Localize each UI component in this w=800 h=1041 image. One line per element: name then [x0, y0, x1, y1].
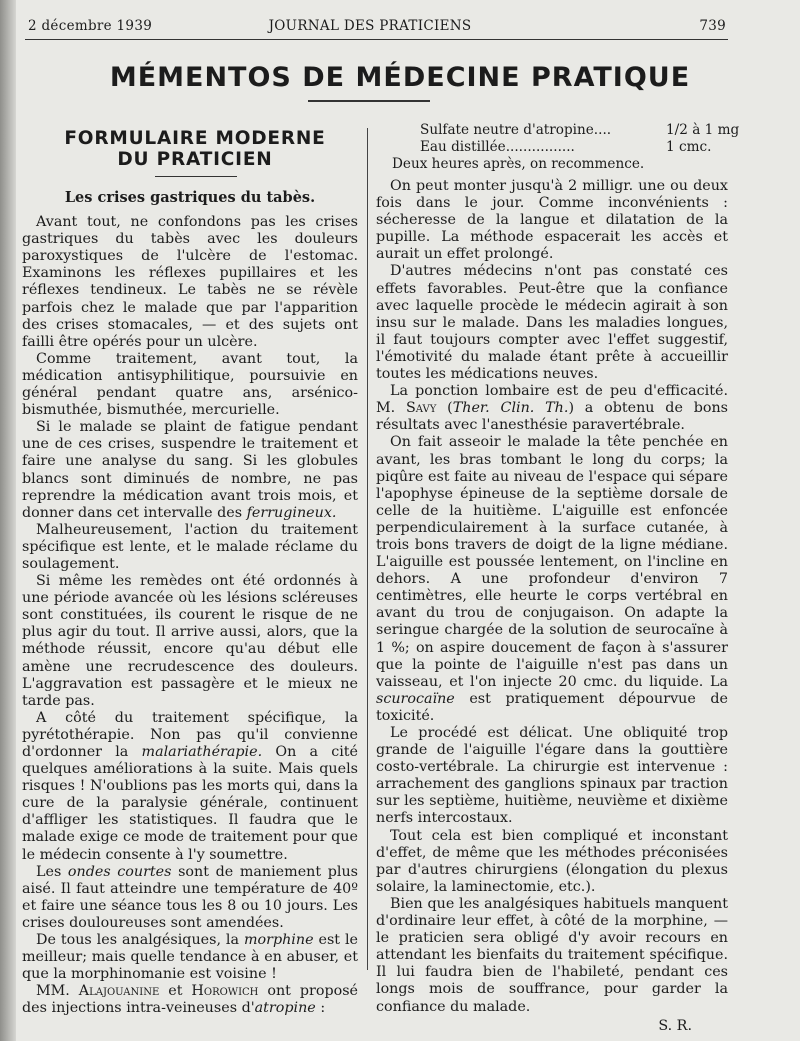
paragraph: On peut monter jusqu'à 2 milligr. une ou deux fois dans le jour. Comme inconvénients : sécheresse de la langue et dilatation de la pupille. La méthode espacerait les accès et aurait un effet prolongé. — [376, 178, 728, 263]
prescription-item: Sulfate neutre d'atropine.... — [420, 122, 612, 138]
paragraph: A côté du traitement spécifique, la pyrétothérapie. Non pas qu'il convienne d'ordonner la malariathérapie. On a cité quelques améliorations à la suite. Mais quels risques ! N'oublions pas les morts qui, dans la cure de la paralysie générale, continuent d'affliger les statistiques. Il faudra que le malade exige ce mode de traitement pour que le médecin consente à l'y soumettre. — [22, 709, 359, 863]
paragraph: Avant tout, ne confondons pas les crises gastriques du tabès avec les douleurs paroxystiques de l'ulcère de l'estomac. Examinons les réflexes pupillaires et les réflexes tendineux. Le tabès ne se révèle parfois chez le malade que par l'apparition des crises stomacales, — et des sujets ont failli être opérés pour un ulcère. — [22, 214, 358, 350]
author-name: Alajouanine — [78, 983, 160, 1000]
article-title-rule — [155, 176, 237, 177]
article-title-line-2: DU PRATICIEN — [117, 149, 273, 170]
italic-term: scurocaïne — [376, 690, 455, 707]
paragraph: Les ondes courtes sont de maniement plus aisé. Il faut atteindre une température de 40º et faire une séance tous les 8 ou 10 jours. Les crises douloureuses sont amendées. — [22, 863, 358, 931]
left-column — [22, 128, 358, 1018]
article-title-line-1: FORMULAIRE MODERNE — [64, 128, 326, 149]
author-name: Horowich — [191, 983, 259, 1000]
paragraph: La ponction lombaire est de peu d'efficacité. M. Savy (Ther. Clin. Th.) a obtenu de bons résultats avec l'anesthésie paravertébrale. — [376, 383, 729, 434]
prescription-item: Eau distillée................ — [420, 139, 575, 155]
header-journal-title: JOURNAL DES PRATICIENS — [268, 18, 472, 34]
paragraph: Le procédé est délicat. Une obliquité trop grande de l'aiguille l'égare dans la gouttière costo-vertébrale. La chirurgie est intervenue : arrachement des ganglions spinaux par traction sur les septième, huitième, neuvième et dixième nerfs intercostaux. — [376, 725, 728, 827]
article-title — [32, 128, 358, 170]
prescription-dose: 1 cmc. — [666, 139, 712, 155]
header-date: 2 décembre 1939 — [28, 18, 153, 34]
paragraph: De tous les analgésiques, la morphine est le meilleur; mais quelle tendance à en abuser, et que la morphinomanie est voisine ! — [22, 932, 358, 983]
signature: S. R. — [658, 1017, 692, 1034]
paragraph: Si même les remèdes ont été ordonnés à une période avancée où les lésions scléreuses sont constituées, ils courent le risque de ne plus agir du tout. Il arrive aussi, alors, que la méthode réussit, encore qu'au début elle amène une recrudescence des douleurs. L'aggravation est passagère et le mieux ne tarde pas. — [22, 573, 358, 709]
prescription-dose: 1/2 à 1 mg — [666, 122, 740, 138]
paragraph: Malheureusement, l'action du traitement spécifique est lente, et le malade réclame du soulagement. — [22, 521, 358, 572]
paragraph: Tout cela est bien compliqué et inconstant d'effet, de même que les méthodes préconisées par d'autres chirurgiens (élongation du plexus solaire, la laminectomie, etc.). — [376, 827, 728, 895]
paragraph: D'autres médecins n'ont pas constaté ces effets favorables. Peut-être que la confiance avec laquelle procède le médecin agirait à son insu sur le malade. Dans les maladies longues, il faut toujours compter avec l'effet suggestif, l'émotivité du malade étant prête à accueillir toutes les médications neuves. — [376, 263, 728, 383]
right-column — [376, 122, 740, 1035]
column-divider — [367, 128, 368, 970]
paragraph: On fait asseoir le malade la tête penchée en avant, les bras tombant le long du corps; la piqûre est faite au niveau de l'espace qui sépare l'apophyse épineuse de la septième dorsale de celle de la huitième. L'aiguille est enfoncée perpendiculairement à la surface cutanée, à trois bons travers de doigt de la ligne médiane. L'aiguille est poussée lentement, on l'incline en dehors. A une profondeur d'environ 7 centimètres, elle heurte le corps vertébral en avant du trou de conjugaison. On adapte la seringue chargée de la solution de seurocaïne à 1 %; on aspire doucement de façon à s'assurer que la pointe de l'aiguille n'est pas dans un vaisseau, et l'on injecte 20 cmc. du liquide. La scurocaïne est pratiquement dépourvue de toxicité. — [376, 434, 728, 724]
paragraph: Comme traitement, avant tout, la médication antisyphilitique, poursuivie en général pendant quatre ans, arsénico-bismuthée, bismuthée, mercurielle. — [22, 350, 358, 419]
prescription — [376, 122, 740, 156]
italic-term: ondes courtes — [67, 863, 172, 880]
paragraph: Bien que les analgésiques habituels manquent d'ordinaire leur effet, à côté de la morphine, — le praticien sera obligé d'y avoir recours en attendant les bienfaits du traitement spécifique. Il lui faudra bien de l'habileté, pendant ces longs mois de souffrance, pour garder la confiance du malade. — [376, 895, 728, 1015]
paragraph: MM. Alajouanine et Horowich ont proposé des injections intra-veineuses d'atropine : — [22, 983, 359, 1017]
running-header — [28, 18, 726, 40]
author-name: Savy — [405, 400, 437, 417]
italic-term: atropine — [254, 1000, 316, 1017]
section-title: MÉMENTOS DE MÉDECINE PRATIQUE — [109, 62, 691, 93]
prescription-note: Deux heures après, on recommence. — [392, 156, 645, 172]
italic-term: ferrugineux. — [246, 504, 337, 521]
section-title-rule — [308, 100, 430, 102]
article-subtitle: Les crises gastriques du tabès. — [64, 189, 316, 206]
italic-term: malariathérapie. — [141, 744, 263, 760]
italic-term: Ther. Clin. Th. — [452, 400, 569, 417]
page-binding-edge — [0, 0, 16, 1041]
header-rule — [25, 39, 728, 40]
header-page-number: 739 — [699, 18, 726, 34]
italic-term: morphine — [243, 932, 314, 949]
paragraph: Si le malade se plaint de fatigue pendant une de ces crises, suspendre le traitement et faire une analyse du sang. Si les globules blancs sont diminués de nombre, ne pas reprendre la médication avant trois mois, et donner dans cet intervalle des ferrugineux. — [22, 419, 358, 521]
